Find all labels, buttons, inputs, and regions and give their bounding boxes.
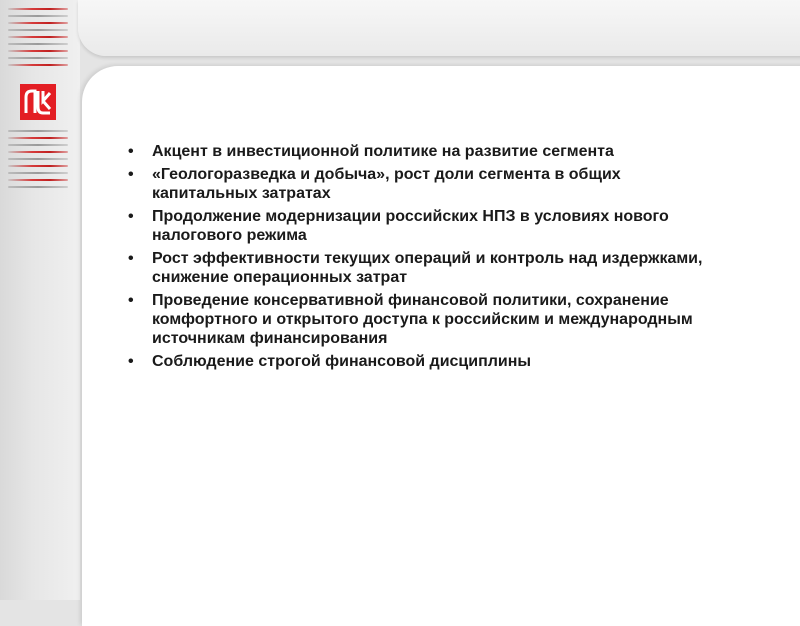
list-item (128, 352, 728, 371)
list-item-text: Соблюдение строгой финансовой дисциплины (152, 353, 532, 370)
bullet-dot-icon: • (128, 353, 134, 370)
bottom-stripe-decoration (8, 130, 68, 193)
list-item (128, 165, 728, 203)
list-item (128, 207, 728, 245)
list-item-text: Акцент в инвестиционной политике на развитие сегмента (152, 143, 614, 160)
header-panel (78, 0, 800, 56)
bullet-dot-icon: • (128, 250, 134, 267)
list-item-text: Рост эффективности текущих операций и контроль над издержками, снижение операционных затрат (152, 250, 703, 286)
list-item (128, 249, 728, 287)
bullet-dot-icon: • (128, 208, 134, 225)
list-item (128, 291, 728, 348)
bullet-list (128, 142, 728, 375)
top-stripe-decoration (8, 8, 68, 71)
list-item-text: Продолжение модернизации российских НПЗ в условиях нового налогового режима (152, 208, 669, 244)
list-item-text: «Геологоразведка и добыча», рост доли сегмента в общих капитальных затратах (152, 166, 621, 202)
list-item-text: Проведение консервативной финансовой политики, сохранение комфортного и открытого доступа к российским и международным источникам финансирования (152, 292, 693, 347)
lukoil-logo-icon (20, 84, 56, 120)
bullet-dot-icon: • (128, 143, 134, 160)
lukoil-logo-mark (23, 87, 53, 117)
list-item (128, 142, 728, 161)
bullet-dot-icon: • (128, 292, 134, 309)
bullet-dot-icon: • (128, 166, 134, 183)
